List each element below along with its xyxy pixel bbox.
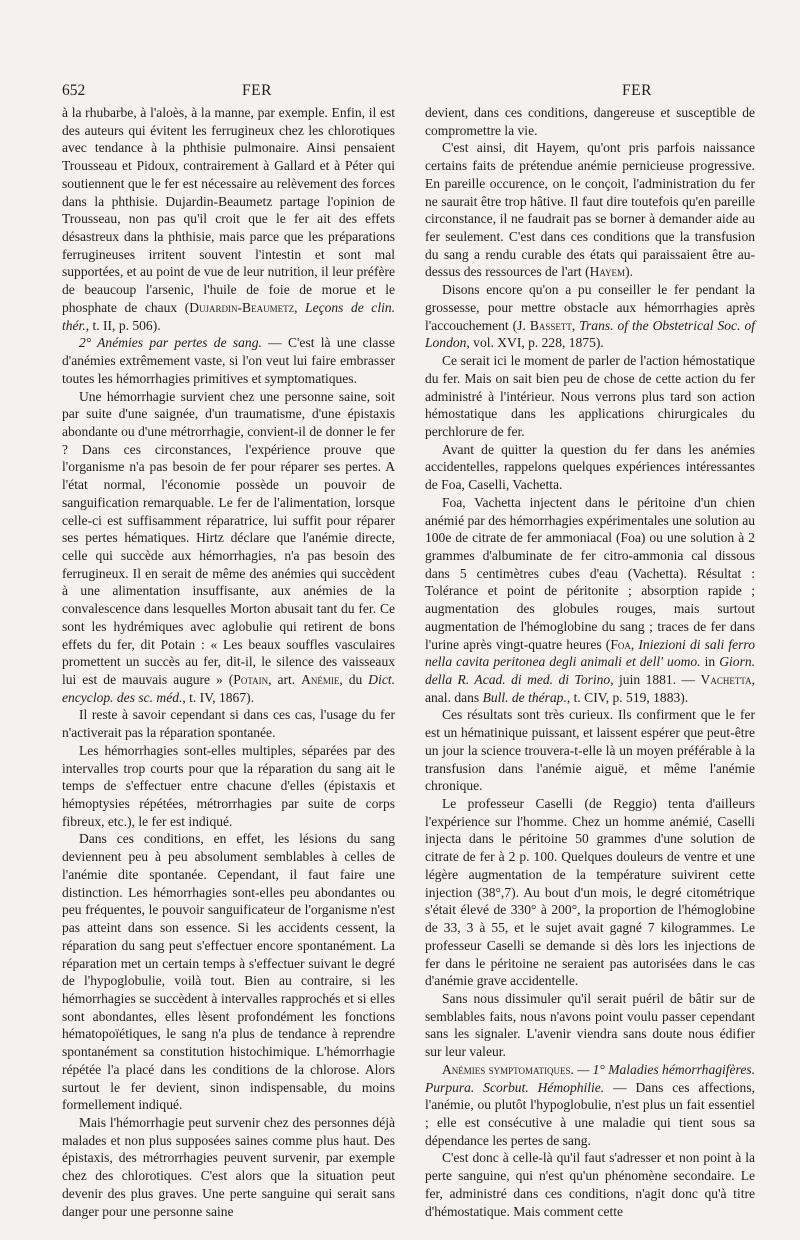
reference-author: Dujardin-Beaumetz	[189, 299, 295, 315]
paragraph: C'est donc à celle-là qu'il faut s'adresser et non point à la perte sanguine, qui n'est qu'un phénomène secondaire. Le fer, administré dans ces conditions, n'agit donc qu'à titre d'hémostatique. Mais comment cette	[425, 1150, 755, 1219]
paragraph: Les hémorrhagies sont-elles multiples, séparées par des intervalles trop courts pour que la réparation du sang ait le temps de s'effectuer entre chacune d'elles (épistaxis et hémoptysies répétées, métrorrhagies par suite de corps fibreux, etc.), le fer est indiqué.	[62, 742, 395, 829]
paragraph: Dans ces conditions, en effet, les lésions du sang deviennent peu à peu absolument semblables à celles de l'anémie dite spontanée. Cependant, il faut faire une distinction. Les hémorrhagies sont-elles peu abondantes ou peu fréquentes, le pouvoir sanguificateur de l'organisme n'est pas atteint dans son essence. Si les accidents cessent, la réparation du sang peut s'effectuer encore spontanément. La réparation met un certain temps à s'effectuer suivant le degré de l'hypoglobulie, voilà tout. Bien au contraire, si les hémorrhagies se succèdent à intervalles rapprochés et si elles sont abondantes, elles lèsent profondément les fonctions hématopoïétiques, le sang n'a plus de tendance à reprendre spontanément sa constitution histochimique. L'hémorrhagie répétée l'a placé dans les conditions de la chlorose. Alors surtout le fer devient, sinon indispensable, du moins formellement indiqué.	[62, 831, 395, 1113]
paragraph: Il reste à savoir cependant si dans ces cas, l'usage du fer n'activerait pas la réparation spontanée.	[62, 707, 395, 741]
paragraph: Ce serait ici le moment de parler de l'action hémostatique du fer. Mais on sait bien peu de chose de cette action du fer administré à l'intérieur. Nous verrons plus tard son action hémostatique dans les applications chirurgicales du perchlorure de fer.	[425, 353, 755, 439]
paragraph: à la rhubarbe, à l'aloès, à la manne, par exemple. Enfin, il est des auteurs qui évitent les ferrugineux chez les chlorotiques avec tendance à la phthisie pulmonaire. Ainsi pensaient Trousseau et Pidoux, contrairement à Gallard et à Péter qui soutiennent que le fer est nécessaire au relèvement des forces dans la phthisie. Dujardin-Beaumetz partage l'opinion de Trousseau, non pas qu'il croit que le fer ait des effets désastreux dans la phthisie, mais parce que les préparations ferrugineuses irritent souvent l'intestin et sont mal supportées, et au point de vue de leur nutrition, il leur préfère de beaucoup l'arsenic, l'huile de foie de morue et le phosphate de chaux (Dujardin-Beaumetz, Leçons de clin. thér., t. II, p. 506).	[62, 105, 396, 333]
section-label: — 1° Maladies hémorrhagifères. Purpura. Scorbut. Hémophilie.	[425, 1061, 755, 1095]
reference-author: Foa	[610, 636, 631, 652]
paragraph: Disons encore qu'on a pu conseiller le fer pendant la grossesse, pour mettre obstacle aux hémorrhagies après l'accouchement (J. Bassett, Trans. of the Obstetrical Soc. of London, vol. XVI, p. 228, 1875).	[425, 282, 755, 351]
paragraph: C'est ainsi, dit Hayem, qu'ont pris parfois naissance certains faits de prétendue anémie pernicieuse progressive. En pareille occurence, on le conçoit, l'administration du fer ne saurait être trop hâtive. Il faut dire toutefois qu'en pareille circonstance, il ne faudrait pas se borner à demander aide au fer seulement. C'est dans ces conditions que la transfusion du sang a rendu curable des états qui paraissaient être au-dessus des ressources de l'art (Hayem).	[425, 140, 755, 280]
page-number: 652	[62, 82, 86, 99]
running-head-right: FER	[622, 82, 652, 99]
reference-title: Bull. de thérap.	[482, 689, 567, 705]
reference-author: Hayem	[589, 264, 626, 280]
paragraph: 2° Anémies par pertes de sang. — C'est là une classe d'anémies extrêmement vaste, si l'on veut lui faire embrasser toutes les hémorrhagies primitives et symptomatiques.	[62, 335, 395, 386]
right-column	[425, 104, 755, 1220]
paragraph: devient, dans ces conditions, dangereuse et susceptible de compromettre la vie.	[425, 105, 755, 138]
reference-author: Potain	[233, 672, 269, 687]
reference-author: Vachetta	[700, 672, 752, 687]
paragraph: Une hémorrhagie survient chez une personne saine, soit par suite d'une saignée, d'un traumatisme, d'une épistaxis abondante ou d'une métrorrhagie, convient-il de donner le fer ? Dans ces circonstances, l'expérience prouve que l'organisme n'a pas besoin de fer pour réparer ses pertes. A l'état normal, l'économie possède un pouvoir de sanguification remarquable. Le fer de l'alimentation, lorsque celle-ci est suffisamment réparatrice, lui suffit pour réparer ses pertes hématiques. Hirtz déclare que l'anémie directe, celle qui succède aux hémorrhagies, n'a pas besoin des ferrugineux. Il en serait de même des anémies qui succèdent à une alimentation insuffisante, aux anémies de la convalescence dans lesquelles Morton abusait tant du fer. Ce sont les hydrémiques avec aglobulie qui retirent de bons effets du fer, dit Potain : « Les beaux souffles vasculaires promettent un succès au fer, dit-il, le silence des vaisseaux lui est de mauvais augure » (Potain, art. Anémie, du Dict. encyclop. des sc. méd., t. IV, 1867).	[62, 388, 395, 705]
reference-title: Trans. of the Obstetrical Soc. of London	[425, 317, 755, 351]
section-label: 2° Anémies par pertes de sang.	[78, 335, 262, 351]
paragraph: Mais l'hémorrhagie peut survenir chez des personnes déjà malades et non plus supposées saines comme plus haut. Des épistaxis, des métrorrhagies peuvent survenir, par exemple chez des chlorotiques. C'est alors que la situation peut devenir des plus graves. Une perte sanguine qui serait sans danger pour une personne saine	[62, 1114, 395, 1219]
reference-author: Bassett	[529, 317, 572, 333]
reference-title: Iniezioni di sali ferro nella cavita peritonea degli animali et dell' uomo.	[425, 636, 755, 670]
running-head-left: FER	[242, 82, 272, 99]
paragraph: Anémies symptomatiques. — 1° Maladies hémorrhagifères. Purpura. Scorbut. Hémophilie. — Dans ces affections, l'anémie, ou plutôt l'hypoglobulie, n'est plus un fait essentiel ; elle est consécutive à une maladie qui tient sous sa dépendance les pertes de sang.	[425, 1061, 755, 1148]
paragraph: Ces résultats sont très curieux. Ils confirment que le fer est un hématinique puissant, et laissent espérer que peut-être un jour la science trouvera-t-elle là un moyen préférable à la transfusion dans l'anémie aiguë, et même l'anémie chronique.	[425, 707, 755, 794]
section-lead: Anémies symptomatiques.	[441, 1061, 574, 1077]
paragraph: Foa, Vachetta injectent dans le péritoine d'un chien anémié par des hémorrhagies expérimentales une solution au 100e de citrate de fer ammoniacal (Foa) ou une solution à 2 grammes d'albuminate de fer citro-ammonia cal dissous dans 5 centimètres cubes d'eau (Vachetta). Résultat : Tolérance et point de péritonite ; absorption rapide ; augmentation des globules rouges, mais surtout augmentation de l'hémoglobine du sang ; traces de fer dans l'urine après vingt-quatre heures (Foa, Iniezioni di sali ferro nella cavita peritonea degli animali et dell' uomo. in Giorn. della R. Acad. di med. di Torino, juin 1881. — Vachetta, anal. dans Bull. de thérap., t. CIV, p. 519, 1883).	[425, 494, 756, 705]
paragraph: Avant de quitter la question du fer dans les anémies accidentelles, rappelons quelques expériences intéressantes de Foa, Caselli, Vachetta.	[425, 441, 755, 493]
reference-title: Dict. encyclop. des sc. méd.	[62, 672, 395, 705]
paragraph: Sans nous dissimuler qu'il serait puéril de bâtir sur de semblables faits, nous n'avons point voulu passer cependant sans les signaler. L'avenir viendra sans doute nous édifier sur leur valeur.	[425, 990, 755, 1060]
page-header	[62, 82, 752, 104]
reference-title: Leçons de clin. thér.	[62, 299, 396, 333]
reference-journal: Giorn. della R. Acad. di med. di Torino	[425, 654, 756, 687]
left-column	[62, 104, 395, 1220]
paragraph: Le professeur Caselli (de Reggio) tenta d'ailleurs l'expérience sur l'homme. Chez un homme anémié, Caselli injecta dans le péritoine 50 grammes d'une solution de citrate de fer à 2 p. 100. Quelques douleurs de ventre et une légère augmentation de la température suivirent cette injection (38°,7). Au bout d'un mois, le degré citométrique s'était élevé de 330° à 200°, la proportion de l'hémoglobine de 33, 3 à 55, et le sujet avait gagné 7 kilogrammes. Le professeur Caselli se demande si dès lors les injections de fer dans le péritoine ne seraient pas autorisées dans le cas d'anémie grave accidentelle.	[425, 796, 755, 989]
